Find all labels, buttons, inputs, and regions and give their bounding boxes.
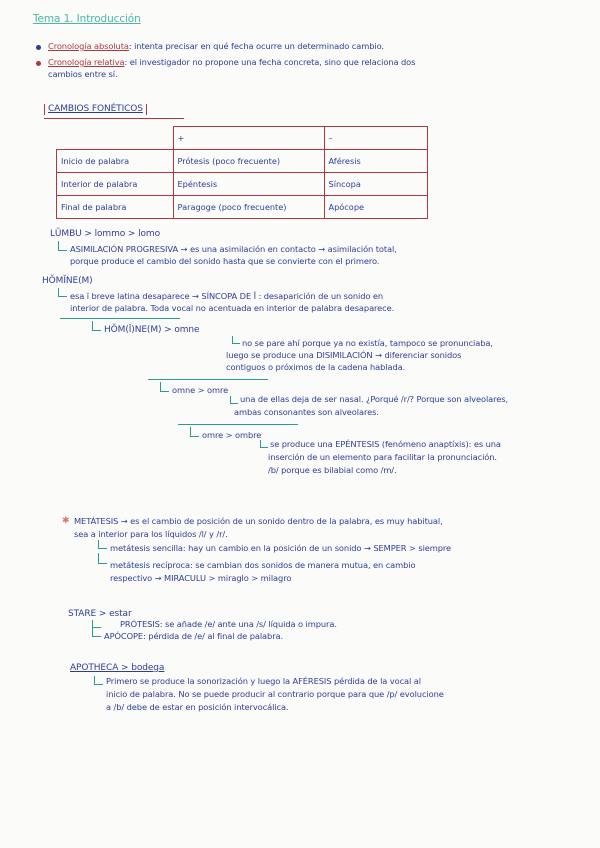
definition-relative-cont: cambios entre sí.: [48, 69, 118, 79]
ombre-line-3: /b/ porque es bilabial como /m/.: [268, 465, 397, 475]
table-row: [57, 173, 428, 196]
bullet-dot: [36, 45, 41, 50]
ombre-heading: omre > ombre: [202, 430, 262, 440]
table-row: [57, 150, 428, 173]
stare-line-2: APÓCOPE: pérdida de /e/ al final de palabra.: [104, 631, 284, 641]
metatesis-line-1: METÁTESIS → es el cambio de posición de un sonido dentro de la palabra, es muy habitual,: [74, 516, 443, 526]
section-header: CAMBIOS FONÉTICOS: [44, 104, 147, 115]
row-label: Inicio de palabra: [57, 150, 174, 173]
col-minus: –: [324, 127, 428, 150]
cell-minus: Aféresis: [324, 150, 428, 173]
disimilacion-line-3: contiguos o próximos de la cadena hablada.: [226, 362, 406, 372]
disimilacion-line-2: luego se produce una DISIMILACIÓN → diferenciar sonidos: [226, 350, 462, 360]
bullet-dot: [36, 61, 41, 66]
stare-line-1: PRÓTESIS: se añade /e/ ante una /s/ líquida o impura.: [120, 619, 337, 629]
divider: [178, 424, 298, 425]
ombre-line-2: inserción de un elemento para facilitar la pronunciación.: [268, 452, 497, 462]
metatesis-line-5: respectivo → MIRACULU > miraglo > milagro: [110, 573, 292, 583]
table-header-row: [57, 127, 428, 150]
cell-minus: Síncopa: [324, 173, 428, 196]
phonetic-changes-table: [56, 126, 428, 219]
metatesis-line-4: metátesis recíproca: se cambian dos sonidos de manera mutua, en cambio: [110, 560, 416, 570]
apotheca-line-3: a /b/ debe de estar en posición intervocálica.: [106, 702, 289, 712]
apotheca-heading: APOTHECA > bodega: [70, 663, 165, 673]
hook-arrow-icon: [92, 620, 101, 628]
definition-absolute: [48, 41, 384, 51]
lumbu-heading: LŬMBU > lommo > lomo: [50, 229, 160, 239]
divider: [60, 318, 180, 319]
hominem-line-1: esa ĭ breve latina desaparece → SÍNCOPA DE Ĭ : desaparición de un sonido en: [70, 291, 384, 301]
hook-arrow-icon: [260, 440, 268, 448]
lumbu-line-1: ASIMILACIÓN PROGRESIVA → es una asimilación en contacto → asimilación total,: [70, 244, 397, 254]
definition-relative-text: : el investigador no propone una fecha concreta, sino que relaciona dos: [124, 57, 416, 67]
term-absolute: Cronología absoluta: [48, 41, 129, 51]
table-row: [57, 196, 428, 219]
cell-plus: Prótesis (poco frecuente): [173, 150, 324, 173]
page-title: Tema 1. Introducción: [33, 13, 141, 25]
hook-arrow-icon: [160, 382, 169, 392]
hominem-heading: HŎMĬNE(M): [42, 276, 93, 286]
apotheca-line-1: Primero se produce la sonorización y luego la AFÉRESIS pérdida de la vocal al: [106, 676, 421, 686]
metatesis-line-3: metátesis sencilla: hay un cambio en la posición de un sonido → SEMPER > siempre: [110, 543, 452, 553]
row-label: Final de palabra: [57, 196, 174, 219]
lumbu-line-2: porque produce el cambio del sonido hasta que se convierte con el primero.: [70, 256, 380, 266]
hook-arrow-icon: [98, 553, 107, 564]
disimilacion-line-1: no se pare ahí porque ya no existía, tampoco se pronunciaba,: [242, 338, 493, 348]
omre-line-1: una de ellas deja de ser nasal. ¿Porqué /r/? Porque son alveolares,: [240, 394, 509, 404]
term-relative: Cronología relativa: [48, 57, 125, 67]
definition-absolute-text: : intenta precisar en qué fecha ocurre un determinado cambio.: [128, 41, 384, 51]
hook-arrow-icon: [58, 241, 67, 251]
hook-arrow-icon: [190, 427, 199, 437]
hominem-sub-heading: HŎM(Ĭ)NE(M) > omne: [104, 325, 200, 335]
hook-arrow-icon: [230, 396, 238, 404]
hominem-line-2: interior de palabra. Toda vocal no acentuada en interior de palabra desaparece.: [70, 303, 395, 313]
hook-arrow-icon: [232, 336, 240, 344]
asterisk-icon: ✱: [62, 516, 70, 526]
omre-heading: omne > omre: [172, 385, 229, 395]
ombre-line-1: se produce una EPÉNTESIS (fenómeno anaptíxis): es una: [270, 439, 501, 449]
row-label: Interior de palabra: [57, 173, 174, 196]
metatesis-line-2: sea a interior para los líquidos /l/ y /r/.: [74, 529, 228, 539]
definition-relative: [48, 57, 415, 67]
hook-arrow-icon: [92, 628, 101, 637]
omre-line-2: ambas consonantes son alveolares.: [234, 407, 379, 417]
cell-plus: Epéntesis: [173, 173, 324, 196]
hook-arrow-icon: [92, 321, 101, 331]
hook-arrow-icon: [94, 676, 103, 685]
hook-arrow-icon: [98, 540, 107, 549]
stare-heading: STARE > estar: [68, 609, 132, 619]
divider: [44, 118, 184, 119]
apotheca-line-2: inicio de palabra. No se puede producir al contrario porque para que /p/ evolucione: [106, 689, 444, 699]
cell-minus: Apócope: [324, 196, 428, 219]
divider: [148, 379, 268, 380]
col-plus: +: [173, 127, 324, 150]
hook-arrow-icon: [58, 288, 67, 297]
cell-plus: Paragoge (poco frecuente): [173, 196, 324, 219]
